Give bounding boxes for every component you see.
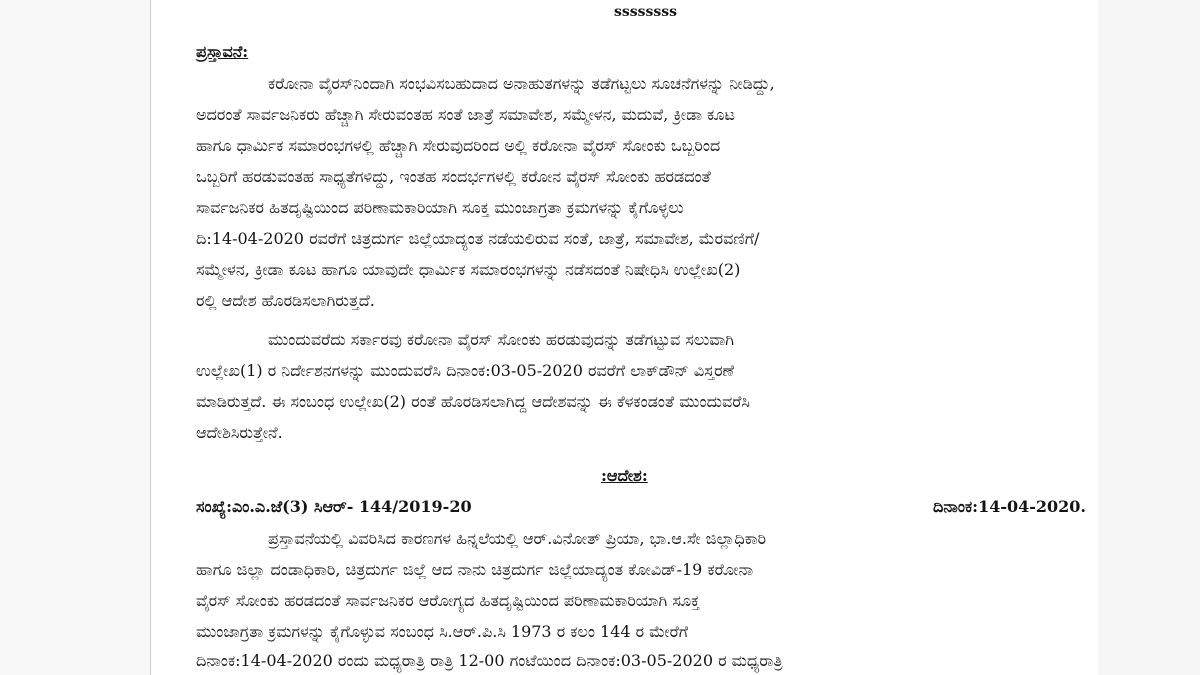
paragraph-line: ಪ್ರಸ್ತಾವನೆಯಲ್ಲಿ ವಿವರಿಸಿದ ಕಾರಣಗಳ ಹಿನ್ನಲೆಯಲ್ಲಿ ಆರ್.ವಿನೋತ್ ಪ್ರಿಯಾ, ಭಾ.ಆ.ಸೇ ಜಿಲ್ಲಾಧಿಕಾರಿ: [268, 529, 767, 548]
paragraph-line: ಮಾಡಿರುತ್ತದೆ. ಈ ಸಂಬಂಧ ಉಲ್ಲೇಖ(2) ರಂತೆ ಹೊರಡಿಸಲಾಗಿದ್ದ ಆದೇಶವನ್ನು ಈ ಕೆಳಕಂಡಂತೆ ಮುಂದುವರೆಸಿ: [196, 392, 750, 411]
paragraph-line: ಹಾಗೂ ಜಿಲ್ಲಾ ದಂಡಾಧಿಕಾರಿ, ಚಿತ್ರದುರ್ಗ ಜಿಲ್ಲೆ ಆದ ನಾನು ಚಿತ್ರದುರ್ಗ ಜಿಲ್ಲೆಯಾದ್ಯಂತ ಕೋವಿಡ್-19 ಕರೋನಾ: [196, 560, 754, 579]
paragraph-line: ಸಮ್ಮೇಳನ, ಕ್ರೀಡಾ ಕೂಟ ಹಾಗೂ ಯಾವುದೇ ಧಾರ್ಮಿಕ ಸಮಾರಂಭಗಳನ್ನು ನಡೆಸದಂತೆ ನಿಷೇಧಿಸಿ ಉಲ್ಲೇಖ(2): [196, 260, 741, 279]
paragraph-line: ಉಲ್ಲೇಖ(1) ರ ನಿರ್ದೇಶನಗಳನ್ನು ಮುಂದುವರೆಸಿ ದಿನಾಂಕ:03-05-2020 ರವರೆಗೆ ಲಾಕ್‌ಡೌನ್ ವಿಸ್ತರಣೆ: [196, 361, 735, 380]
paragraph-line: ವೈರಸ್ ಸೋಂಕು ಹರಡದಂತೆ ಸಾರ್ವಜನಿಕರ ಆರೋಗ್ಯದ ಹಿತದೃಷ್ಟಿಯಿಂದ ಪರಿಣಾಮಕಾರಿಯಾಗಿ ಸೂಕ್ತ: [196, 591, 700, 610]
page-edge-line: [150, 0, 151, 675]
paragraph-line: ಸಾರ್ವಜನಿಕರ ಹಿತದೃಷ್ಟಿಯಿಂದ ಪರಿಣಾಮಕಾರಿಯಾಗಿ ಸೂಕ್ತ ಮುಂಜಾಗ್ರತಾ ಕ್ರಮಗಳನ್ನು ಕೈಗೊಳ್ಳಲು: [196, 198, 684, 217]
paragraph-line: ಆದೇಶಿಸಿರುತ್ತೇನೆ.: [196, 423, 283, 442]
paragraph-line: ದಿ:14-04-2020 ರವರೆಗೆ ಚಿತ್ರದುರ್ಗ ಜಿಲ್ಲೆಯಾದ್ಯಂತ ನಡೆಯಲಿರುವ ಸಂತೆ, ಜಾತ್ರೆ, ಸಮಾವೇಶ, ಮೆರವಣಿಗೆ/: [196, 229, 760, 248]
paragraph-line: ಒಬ್ಬರಿಗೆ ಹರಡುವಂತಹ ಸಾಧ್ಯತೆಗಳಿದ್ದು, ಇಂತಹ ಸಂದರ್ಭಗಳಲ್ಲಿ ಕರೋನ ವೈರಸ್ ಸೋಂಕು ಹರಡದಂತೆ: [196, 167, 711, 186]
order-heading: :ಆದೇಶ:: [601, 466, 648, 485]
order-number: ಸಂಖ್ಯೆ:ಎಂ.ಎ.ಜೆ(3) ಸಿಆರ್- 144/2019-20: [196, 497, 472, 516]
paragraph-line: ಅದರಂತೆ ಸಾರ್ವಜನಿಕರು ಹೆಚ್ಚಾಗಿ ಸೇರುವಂತಹ ಸಂತೆ ಜಾತ್ರೆ ಸಮಾವೇಶ, ಸಮ್ಮೇಳನ, ಮದುವೆ, ಕ್ರೀಡಾ ಕೂಟ: [196, 105, 735, 124]
top-marker: ssssssss: [614, 4, 678, 20]
paragraph-line: ದಿನಾಂಕ:14-04-2020 ರಂದು ಮಧ್ಯರಾತ್ರಿ ರಾತ್ರಿ 12-00 ಗಂಟೆಯಿಂದ ದಿನಾಂಕ:03-05-2020 ರ ಮಧ್ಯರಾತ್ರಿ: [196, 651, 783, 670]
preamble-heading: ಪ್ರಸ್ತಾವನೆ:: [196, 42, 249, 61]
page-left-margin: [0, 0, 150, 675]
paragraph-line: ಹಾಗೂ ಧಾರ್ಮಿಕ ಸಮಾರಂಭಗಳಲ್ಲಿ ಹೆಚ್ಚಾಗಿ ಸೇರುವುದರಿಂದ ಅಲ್ಲಿ ಕರೋನಾ ವೈರಸ್ ಸೋಂಕು ಒಬ್ಬರಿಂದ: [196, 136, 721, 155]
paragraph-line: ಮುಂದುವರೆದು ಸರ್ಕಾರವು ಕರೋನಾ ವೈರಸ್ ಸೋಂಕು ಹರಡುವುದನ್ನು ತಡೆಗಟ್ಟುವ ಸಲುವಾಗಿ: [268, 330, 734, 349]
page-right-margin: [1098, 0, 1200, 675]
paragraph-line: ಮುಂಜಾಗ್ರತಾ ಕ್ರಮಗಳನ್ನು ಕೈಗೊಳ್ಳುವ ಸಂಬಂಧ ಸಿ.ಆರ್.ಪಿ.ಸಿ 1973 ರ ಕಲಂ 144 ರ ಮೇರೆಗೆ: [196, 622, 689, 641]
paragraph-line: ರಲ್ಲಿ ಆದೇಶ ಹೊರಡಿಸಲಾಗಿರುತ್ತದೆ.: [196, 291, 375, 310]
paragraph-line: ಕರೋನಾ ವೈರಸ್‌ನಿಂದಾಗಿ ಸಂಭವಿಸಬಹುದಾದ ಅನಾಹುತಗಳನ್ನು ತಡೆಗಟ್ಟಲು ಸೂಚನೆಗಳನ್ನು ನೀಡಿದ್ದು,: [268, 74, 775, 93]
document-page: [196, 0, 1086, 675]
order-date: ದಿನಾಂಕ:14-04-2020.: [933, 497, 1086, 516]
